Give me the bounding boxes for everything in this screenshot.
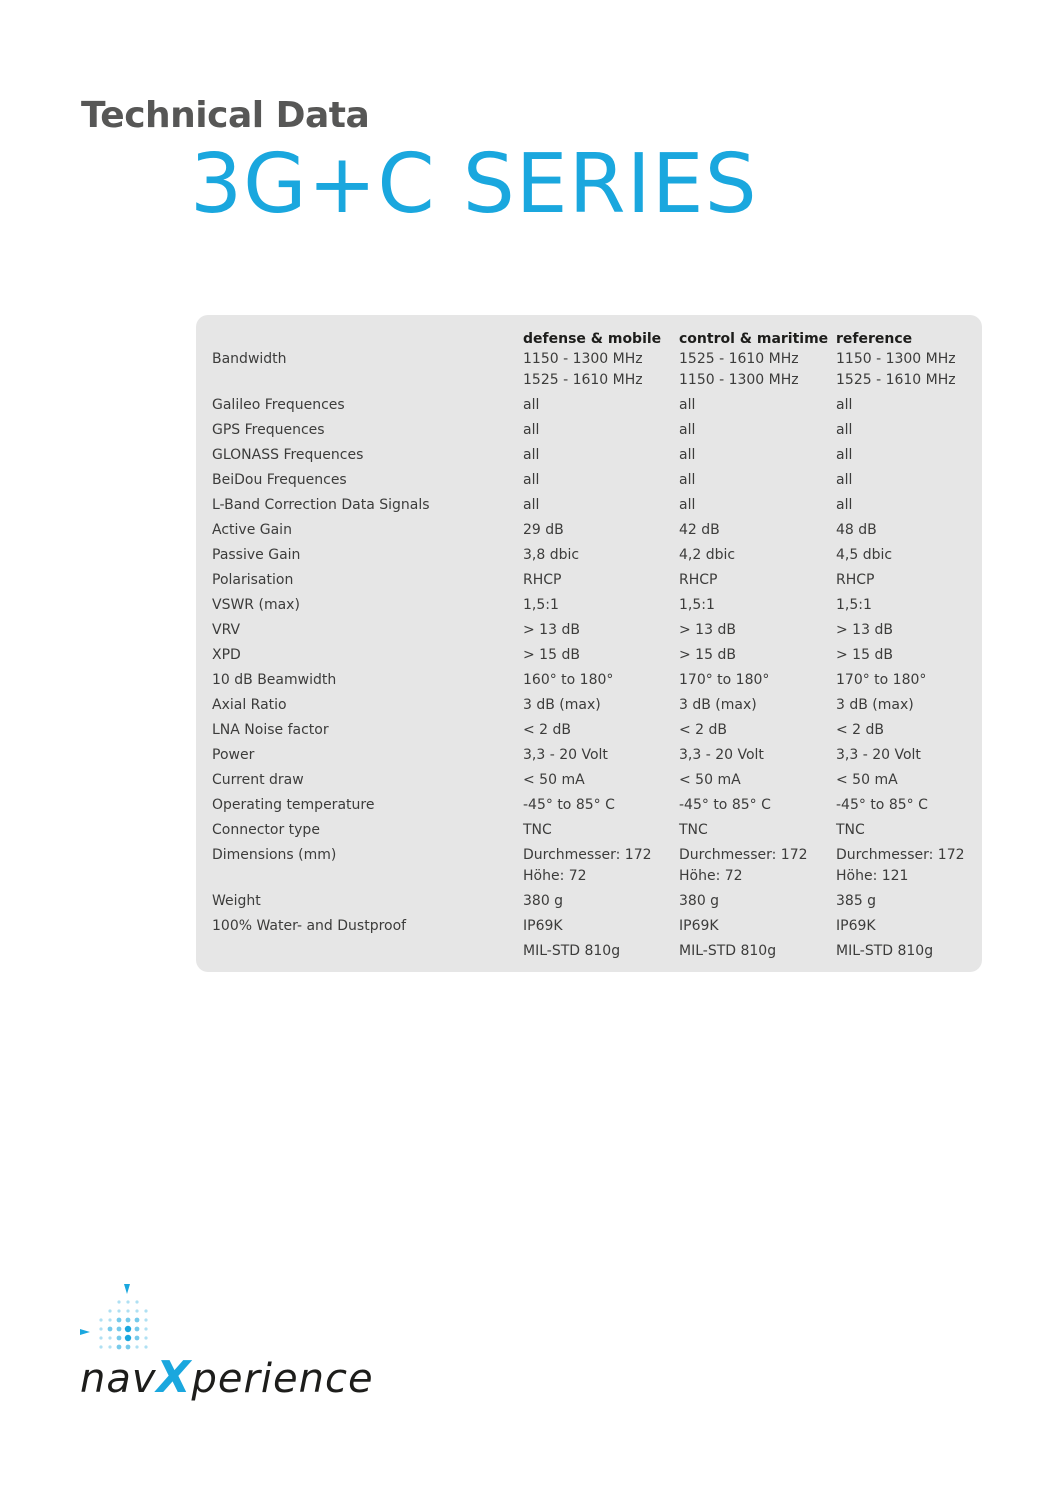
column-header: control & maritime — [679, 331, 829, 347]
column-header: reference — [836, 331, 913, 347]
cell-value: 380 g — [523, 893, 564, 909]
table-row — [212, 520, 976, 545]
row-label: L-Band Correction Data Signals — [212, 497, 430, 513]
value-cell — [836, 770, 976, 795]
cell-value: Durchmesser: 172 — [836, 847, 965, 863]
spec-table — [212, 329, 976, 966]
value-cell — [679, 941, 836, 966]
value-cell — [523, 695, 679, 720]
value-cell — [523, 520, 679, 545]
cell-value: < 50 mA — [523, 772, 585, 788]
value-cell — [523, 916, 679, 941]
cell-value: 170° to 180° — [679, 672, 770, 688]
value-cell — [836, 445, 976, 470]
cell-value: < 50 mA — [679, 772, 741, 788]
table-row — [212, 395, 976, 420]
value-cell — [523, 745, 679, 770]
cell-value: 1525 - 1610 MHz — [679, 351, 799, 367]
row-label: GPS Frequences — [212, 422, 325, 438]
table-row — [212, 570, 976, 595]
cell-value: MIL-STD 810g — [679, 943, 777, 959]
cell-value: 1150 - 1300 MHz — [679, 372, 799, 388]
cell-value: all — [523, 397, 540, 413]
cell-value: Durchmesser: 172 — [679, 847, 808, 863]
cell-value: RHCP — [679, 572, 718, 588]
column-header — [212, 329, 523, 349]
cell-value: IP69K — [836, 918, 876, 934]
value-cell — [679, 420, 836, 445]
cell-value: all — [836, 497, 853, 513]
row-label: VRV — [212, 622, 241, 638]
cell-value: 170° to 180° — [836, 672, 927, 688]
cell-value: MIL-STD 810g — [836, 943, 934, 959]
value-cell — [679, 445, 836, 470]
cell-value: 4,5 dbic — [836, 547, 893, 563]
value-cell — [679, 545, 836, 570]
table-row — [212, 349, 976, 395]
cell-value: 48 dB — [836, 522, 877, 538]
value-cell — [523, 395, 679, 420]
table-row — [212, 645, 976, 670]
cell-value: 1150 - 1300 MHz — [836, 351, 956, 367]
row-label: LNA Noise factor — [212, 722, 329, 738]
cell-value: 3,3 - 20 Volt — [679, 747, 764, 763]
value-cell — [679, 349, 836, 395]
table-row — [212, 891, 976, 916]
table-header-row — [212, 329, 976, 349]
table-row — [212, 445, 976, 470]
value-cell — [836, 820, 976, 845]
value-cell — [679, 495, 836, 520]
value-cell — [523, 941, 679, 966]
cell-value: MIL-STD 810g — [523, 943, 621, 959]
cell-value: Höhe: 72 — [523, 868, 587, 884]
cell-value: TNC — [836, 822, 865, 838]
table-row — [212, 845, 976, 891]
value-cell — [679, 720, 836, 745]
row-label: Operating temperature — [212, 797, 375, 813]
table-row — [212, 941, 976, 966]
table-row — [212, 420, 976, 445]
cell-value: > 15 dB — [836, 647, 893, 663]
value-cell — [836, 845, 976, 891]
cell-value: 3 dB (max) — [679, 697, 757, 713]
cell-value: all — [679, 447, 696, 463]
cell-value: 1150 - 1300 MHz — [523, 351, 643, 367]
value-cell — [679, 770, 836, 795]
row-label: Bandwidth — [212, 351, 287, 367]
table-row — [212, 820, 976, 845]
value-cell — [679, 820, 836, 845]
cell-value: Durchmesser: 172 — [523, 847, 652, 863]
value-cell — [836, 941, 976, 966]
cell-value: 4,2 dbic — [679, 547, 736, 563]
cell-value: -45° to 85° C — [836, 797, 928, 813]
cell-value: > 13 dB — [523, 622, 580, 638]
value-cell — [679, 845, 836, 891]
value-cell — [523, 670, 679, 695]
value-cell — [523, 770, 679, 795]
cell-value: 1525 - 1610 MHz — [523, 372, 643, 388]
value-cell — [523, 795, 679, 820]
cell-value: < 2 dB — [679, 722, 728, 738]
value-cell — [836, 916, 976, 941]
navxperience-logo — [78, 1280, 374, 1410]
table-row — [212, 545, 976, 570]
value-cell — [523, 891, 679, 916]
value-cell — [523, 545, 679, 570]
table-row — [212, 695, 976, 720]
cell-value: > 15 dB — [679, 647, 736, 663]
value-cell — [836, 670, 976, 695]
cell-value: 29 dB — [523, 522, 564, 538]
value-cell — [836, 495, 976, 520]
cell-value: 160° to 180° — [523, 672, 614, 688]
cell-value: Höhe: 72 — [679, 868, 743, 884]
cell-value: all — [836, 472, 853, 488]
row-label: BeiDou Frequences — [212, 472, 347, 488]
table-row — [212, 720, 976, 745]
row-label: Dimensions (mm) — [212, 847, 337, 863]
value-cell — [836, 570, 976, 595]
row-label: 100% Water- and Dustproof — [212, 918, 407, 934]
value-cell — [523, 820, 679, 845]
row-label: Active Gain — [212, 522, 292, 538]
value-cell — [836, 395, 976, 420]
satellite-dots-icon — [78, 1280, 158, 1360]
row-label: VSWR (max) — [212, 597, 300, 613]
cell-value: RHCP — [836, 572, 875, 588]
table-row — [212, 745, 976, 770]
cell-value: all — [523, 447, 540, 463]
cell-value: TNC — [523, 822, 552, 838]
row-label: Axial Ratio — [212, 697, 287, 713]
table-row — [212, 770, 976, 795]
row-label: Passive Gain — [212, 547, 301, 563]
value-cell — [679, 470, 836, 495]
value-cell — [836, 795, 976, 820]
cell-value: IP69K — [679, 918, 719, 934]
value-cell — [679, 670, 836, 695]
value-cell — [836, 745, 976, 770]
row-label: GLONASS Frequences — [212, 447, 364, 463]
logo-prefix: nav — [80, 1356, 157, 1402]
table-row — [212, 595, 976, 620]
cell-value: IP69K — [523, 918, 563, 934]
value-cell — [679, 695, 836, 720]
logo-x-letter: X — [156, 1352, 192, 1403]
cell-value: < 2 dB — [523, 722, 572, 738]
value-cell — [836, 470, 976, 495]
cell-value: 3,3 - 20 Volt — [523, 747, 608, 763]
value-cell — [679, 645, 836, 670]
cell-value: all — [523, 472, 540, 488]
value-cell — [679, 620, 836, 645]
cell-value: 380 g — [679, 893, 720, 909]
value-cell — [679, 891, 836, 916]
value-cell — [523, 495, 679, 520]
cell-value: all — [836, 422, 853, 438]
value-cell — [523, 720, 679, 745]
value-cell — [836, 695, 976, 720]
value-cell — [523, 420, 679, 445]
cell-value: 3,3 - 20 Volt — [836, 747, 921, 763]
cell-value: 1,5:1 — [523, 597, 559, 613]
cell-value: 1525 - 1610 MHz — [836, 372, 956, 388]
cell-value: 3 dB (max) — [523, 697, 601, 713]
value-cell — [836, 595, 976, 620]
cell-value: TNC — [679, 822, 708, 838]
cell-value: < 2 dB — [836, 722, 885, 738]
cell-value: all — [836, 397, 853, 413]
row-label: Polarisation — [212, 572, 294, 588]
cell-value: all — [836, 447, 853, 463]
column-header: defense & mobile — [523, 331, 662, 347]
page-title: Technical Data — [81, 95, 370, 136]
cell-value: -45° to 85° C — [679, 797, 771, 813]
cell-value: < 50 mA — [836, 772, 898, 788]
value-cell — [523, 645, 679, 670]
table-row — [212, 495, 976, 520]
table-row — [212, 620, 976, 645]
cell-value: > 15 dB — [523, 647, 580, 663]
spec-table-panel — [196, 315, 982, 972]
value-cell — [679, 570, 836, 595]
row-label: Galileo Frequences — [212, 397, 345, 413]
value-cell — [836, 891, 976, 916]
cell-value: all — [679, 472, 696, 488]
value-cell — [836, 349, 976, 395]
cell-value: Höhe: 121 — [836, 868, 909, 884]
row-label: Weight — [212, 893, 261, 909]
value-cell — [523, 570, 679, 595]
logo-suffix: perience — [191, 1356, 374, 1402]
table-row — [212, 916, 976, 941]
value-cell — [679, 520, 836, 545]
value-cell — [523, 470, 679, 495]
row-label: Current draw — [212, 772, 304, 788]
row-label: 10 dB Beamwidth — [212, 672, 337, 688]
table-row — [212, 670, 976, 695]
spec-table-body — [212, 349, 976, 966]
row-label: XPD — [212, 647, 241, 663]
value-cell — [836, 545, 976, 570]
row-label — [212, 941, 523, 966]
table-row — [212, 470, 976, 495]
cell-value: 42 dB — [679, 522, 720, 538]
row-label: Connector type — [212, 822, 320, 838]
value-cell — [679, 395, 836, 420]
value-cell — [679, 795, 836, 820]
value-cell — [836, 420, 976, 445]
table-row — [212, 795, 976, 820]
cell-value: all — [523, 497, 540, 513]
value-cell — [836, 520, 976, 545]
cell-value: 1,5:1 — [679, 597, 715, 613]
value-cell — [679, 745, 836, 770]
value-cell — [679, 595, 836, 620]
row-label: Power — [212, 747, 255, 763]
value-cell — [523, 845, 679, 891]
cell-value: 3 dB (max) — [836, 697, 914, 713]
value-cell — [523, 445, 679, 470]
cell-value: all — [679, 422, 696, 438]
value-cell — [523, 349, 679, 395]
cell-value: all — [679, 497, 696, 513]
series-title: 3G+C SERIES — [190, 137, 758, 232]
cell-value: > 13 dB — [679, 622, 736, 638]
value-cell — [679, 916, 836, 941]
cell-value: all — [523, 422, 540, 438]
cell-value: RHCP — [523, 572, 562, 588]
cell-value: 1,5:1 — [836, 597, 872, 613]
value-cell — [523, 595, 679, 620]
cell-value: -45° to 85° C — [523, 797, 615, 813]
value-cell — [836, 720, 976, 745]
logo-wordmark — [80, 1352, 374, 1403]
value-cell — [836, 620, 976, 645]
cell-value: all — [679, 397, 696, 413]
cell-value: 3,8 dbic — [523, 547, 580, 563]
cell-value: 385 g — [836, 893, 877, 909]
value-cell — [836, 645, 976, 670]
value-cell — [523, 620, 679, 645]
cell-value: > 13 dB — [836, 622, 893, 638]
